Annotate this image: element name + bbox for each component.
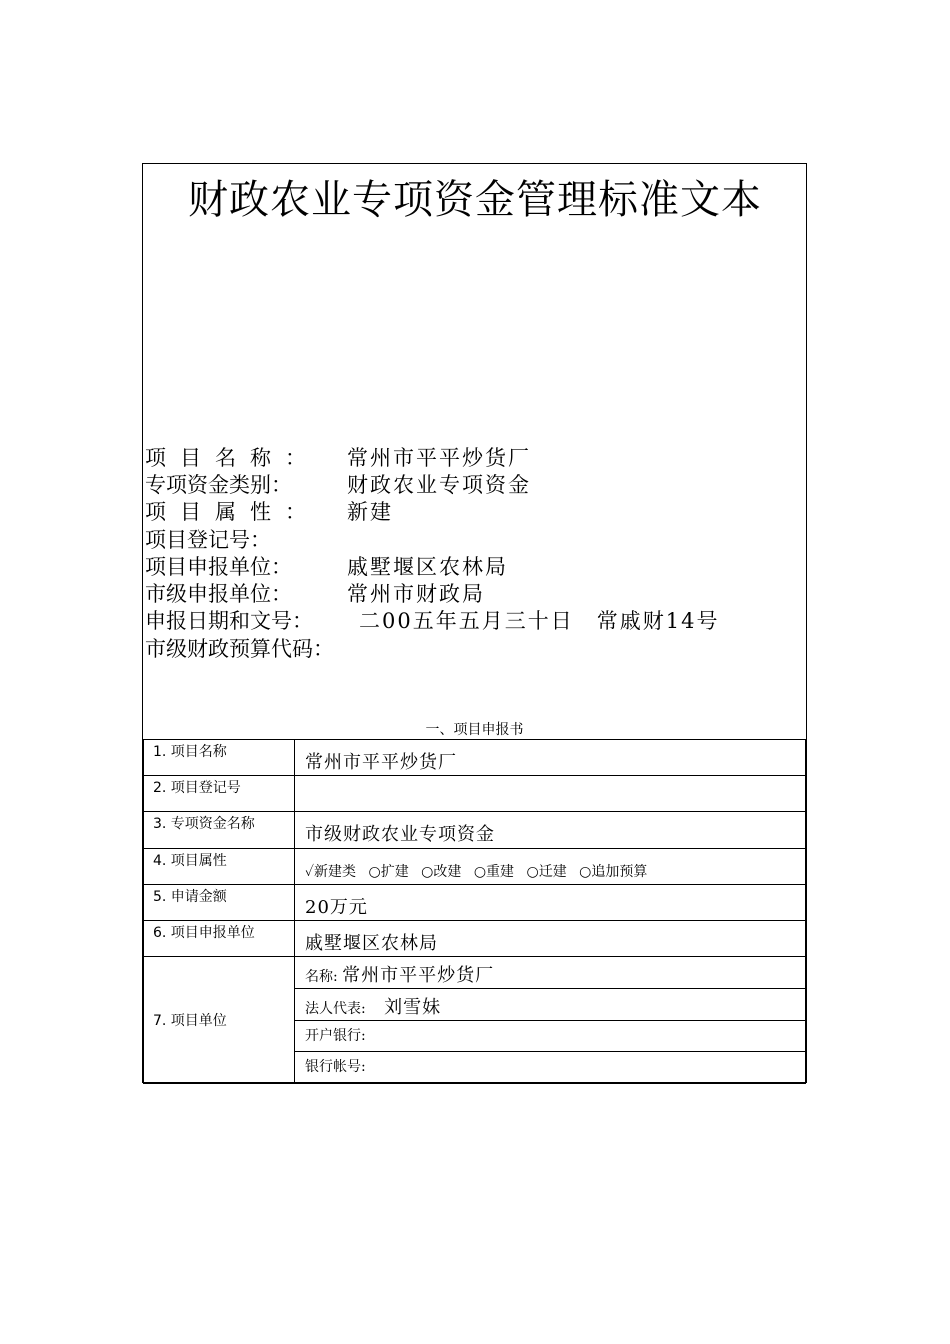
unit-name-value: 常州市平平炒货厂 bbox=[342, 965, 495, 986]
table-row bbox=[144, 957, 806, 989]
form-label: 2. 项目登记号 bbox=[144, 776, 295, 812]
option-additional-budget: ○追加预算 bbox=[579, 864, 648, 880]
info-value: 常州市财政局 bbox=[347, 582, 485, 606]
form-label: 7. 项目单位 bbox=[144, 957, 295, 1084]
form-label: 4. 项目属性 bbox=[144, 849, 295, 885]
info-label: 申报日期和文号： bbox=[145, 609, 313, 633]
legal-rep-value: 刘雪妹 bbox=[384, 997, 442, 1018]
form-label: 3. 专项资金名称 bbox=[144, 812, 295, 849]
table-row bbox=[144, 812, 806, 849]
info-label: 项目名称： bbox=[145, 446, 320, 470]
section-title: 一、项目申报书 bbox=[425, 722, 524, 738]
form-value: 市级财政农业专项资金 bbox=[295, 812, 806, 849]
unit-bank-cell bbox=[295, 1021, 806, 1052]
info-label: 项目属性： bbox=[145, 500, 320, 524]
option-expand: ○扩建 bbox=[368, 864, 409, 880]
table-row bbox=[144, 921, 806, 957]
option-rebuild: ○改建 bbox=[421, 864, 462, 880]
bank-label: 开户银行: bbox=[305, 1028, 366, 1044]
table-row bbox=[144, 776, 806, 812]
option-new: ✓新建类 bbox=[305, 864, 357, 880]
option-reconstruct: ○重建 bbox=[473, 864, 515, 880]
table-row bbox=[144, 849, 806, 885]
form-label: 5. 申请金额 bbox=[144, 885, 295, 921]
unit-name-label: 名称: bbox=[305, 969, 338, 985]
info-value: 戚墅堰区农林局 bbox=[347, 555, 508, 579]
info-value: 财政农业专项资金 bbox=[347, 473, 531, 497]
unit-legal-cell bbox=[295, 989, 806, 1021]
form-value: 20万元 bbox=[295, 885, 806, 921]
unit-name-cell bbox=[295, 957, 806, 989]
unit-account-cell bbox=[295, 1052, 806, 1084]
form-label: 1. 项目名称 bbox=[144, 740, 295, 776]
application-form-table bbox=[143, 739, 806, 1084]
info-label: 市级申报单位： bbox=[145, 582, 292, 606]
form-value bbox=[295, 776, 806, 812]
info-label: 项目登记号： bbox=[145, 528, 271, 552]
info-label: 项目申报单位： bbox=[145, 555, 292, 579]
info-label: 市级财政预算代码： bbox=[145, 637, 334, 661]
info-value: 二00五年五月三十日 常戚财14号 bbox=[359, 609, 720, 633]
info-label: 专项资金类别： bbox=[145, 473, 292, 497]
info-value: 常州市平平炒货厂 bbox=[347, 446, 531, 470]
form-value: 戚墅堰区农林局 bbox=[295, 921, 806, 957]
option-relocate: ○迁建 bbox=[526, 864, 567, 880]
form-label: 6. 项目申报单位 bbox=[144, 921, 295, 957]
table-row bbox=[144, 885, 806, 921]
account-label: 银行帐号: bbox=[305, 1059, 366, 1075]
table-row bbox=[144, 740, 806, 776]
info-value: 新建 bbox=[347, 500, 393, 524]
form-value: 常州市平平炒货厂 bbox=[295, 740, 806, 776]
document-title: 财政农业专项资金管理标准文本 bbox=[188, 177, 762, 223]
legal-rep-label: 法人代表: bbox=[305, 1001, 366, 1017]
property-options bbox=[295, 849, 806, 885]
